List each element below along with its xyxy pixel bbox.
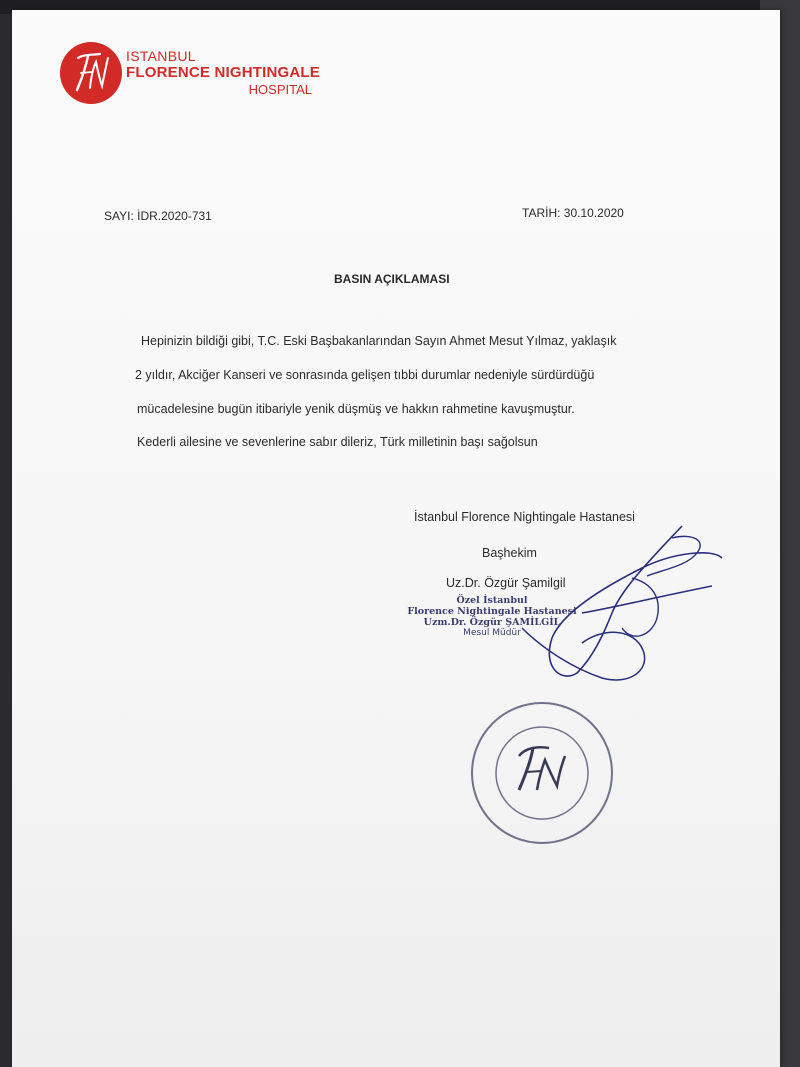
document-number: SAYI: İDR.2020-731 [104, 209, 212, 223]
body-line-4: Kederli ailesine ve sevenlerine sabır dileriz, Türk milletinin başı sağolsun [137, 435, 538, 449]
document-date: TARİH: 30.10.2020 [522, 206, 624, 220]
stamp-line-3: Uzm.Dr. Özgür ŞAMİLGİL [423, 617, 561, 628]
hospital-seal-stamp [467, 698, 617, 848]
signature-institution: İstanbul Florence Nightingale Hastanesi [414, 510, 635, 524]
signature-title: Başhekim [482, 546, 537, 560]
signature-name: Uz.Dr. Özgür Şamilgil [446, 576, 566, 590]
document-heading: BASIN AÇIKLAMASI [334, 272, 450, 286]
body-line-1: Hepinizin bildiği gibi, T.C. Eski Başbakanlarından Sayın Ahmet Mesut Yılmaz, yaklaşık [141, 334, 617, 348]
fn-monogram-icon [60, 42, 122, 104]
hospital-logo [60, 40, 320, 120]
logo-suffix: HOSPITAL [248, 82, 312, 97]
stamp-line-2: Florence Nightingale Hastanesi [407, 606, 577, 617]
stamp-line-4: Mesul Müdür [463, 628, 521, 638]
logo-name: FLORENCE NIGHTINGALE [126, 64, 320, 81]
logo-city: ISTANBUL [126, 48, 196, 64]
body-line-2: 2 yıldır, Akciğer Kanseri ve sonrasında gelişen tıbbi durumlar nedeniyle sürdürdüğü [135, 368, 595, 382]
logo-wordmark [126, 48, 326, 97]
handwritten-signature [482, 518, 732, 688]
document-page [12, 10, 780, 1067]
body-line-3: mücadelesine bugün itibariyle yenik düşmüş ve hakkın rahmetine kavuşmuştur. [137, 402, 575, 416]
stamp-line-1: Özel İstanbul [456, 595, 528, 606]
